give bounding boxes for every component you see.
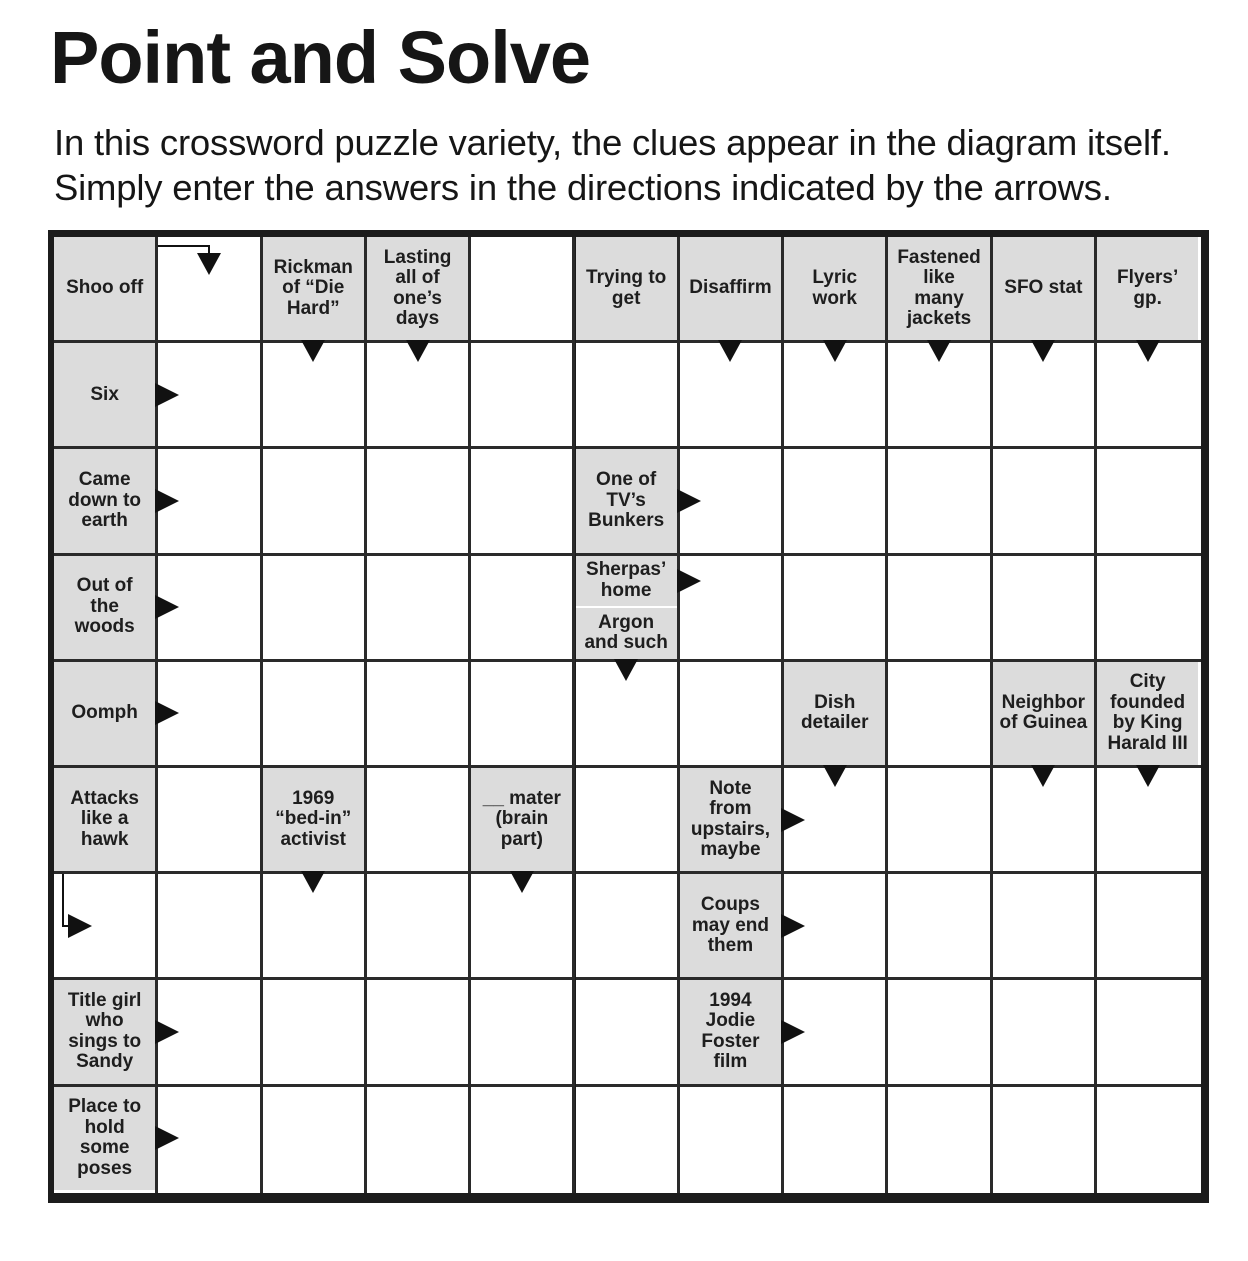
clue-down-arrow-icon xyxy=(614,659,638,681)
answer-cell[interactable] xyxy=(576,768,680,874)
clue-box: Trying to get xyxy=(576,237,677,340)
answer-cell[interactable] xyxy=(471,449,575,555)
clue-down-arrow-icon xyxy=(1136,765,1160,787)
answer-cell[interactable] xyxy=(1097,449,1201,555)
clue-down-arrow-icon xyxy=(718,340,742,362)
clue-right-arrow-icon xyxy=(781,808,805,832)
answer-cell[interactable] xyxy=(680,1087,784,1193)
clue-down-arrow-icon xyxy=(823,340,847,362)
answer-cell[interactable] xyxy=(158,874,262,980)
answer-cell[interactable] xyxy=(471,662,575,768)
clue-box: Out of the woods xyxy=(54,556,155,659)
clue-box: Lasting all of one’s days xyxy=(367,237,468,340)
instructions-line-2: Simply enter the answers in the directions indicated by the arrows. xyxy=(54,167,1112,208)
clue-box: Place to hold some poses xyxy=(54,1087,155,1190)
bent-down-arrow-icon xyxy=(197,253,221,275)
answer-cell[interactable] xyxy=(1097,1087,1201,1193)
answer-cell[interactable] xyxy=(680,662,784,768)
answer-cell[interactable] xyxy=(1097,556,1201,662)
clue-box: Fastened like many jackets xyxy=(888,237,989,340)
clue-box: Rickman of “Die Hard” xyxy=(263,237,364,340)
clue-box: SFO stat xyxy=(993,237,1094,340)
clue-box: Disaffirm xyxy=(680,237,781,340)
answer-cell[interactable] xyxy=(576,343,680,449)
answer-cell[interactable] xyxy=(367,449,471,555)
answer-cell[interactable] xyxy=(263,449,367,555)
clue-right-arrow-icon xyxy=(155,1126,179,1150)
answer-cell[interactable] xyxy=(993,556,1097,662)
clue-box: Attacks like a hawk xyxy=(54,768,155,871)
clue-right-arrow-icon xyxy=(781,914,805,938)
clue-box: Lyric work xyxy=(784,237,885,340)
clue-down-arrow-icon xyxy=(301,340,325,362)
answer-cell[interactable] xyxy=(367,662,471,768)
clue-box: Oomph xyxy=(54,662,155,765)
clue-down-arrow-icon xyxy=(406,340,430,362)
bent-right-arrow-icon xyxy=(68,914,92,938)
clue-down-arrow-icon xyxy=(823,765,847,787)
clue-box: Flyers’ gp. xyxy=(1097,237,1198,340)
answer-cell[interactable] xyxy=(471,343,575,449)
clue-box: Sherpas’ home xyxy=(576,556,677,607)
answer-cell[interactable] xyxy=(367,768,471,874)
clue-down-arrow-icon xyxy=(927,340,951,362)
clue-box: Argon and such xyxy=(576,608,677,659)
answer-cell[interactable] xyxy=(471,237,575,343)
answer-cell[interactable] xyxy=(263,662,367,768)
answer-cell[interactable] xyxy=(367,1087,471,1193)
clue-down-arrow-icon xyxy=(510,871,534,893)
answer-cell[interactable] xyxy=(263,556,367,662)
clue-box: Coups may end them xyxy=(680,874,781,977)
clue-right-arrow-icon xyxy=(155,489,179,513)
clue-box: Dish detailer xyxy=(784,662,885,765)
clue-box: 1994 Jodie Foster film xyxy=(680,980,781,1083)
answer-cell[interactable] xyxy=(471,1087,575,1193)
answer-cell[interactable] xyxy=(471,980,575,1086)
answer-cell[interactable] xyxy=(367,556,471,662)
answer-cell[interactable] xyxy=(576,980,680,1086)
clue-right-arrow-icon xyxy=(155,383,179,407)
clue-right-arrow-icon xyxy=(677,569,701,593)
clue-right-arrow-icon xyxy=(155,595,179,619)
answer-cell[interactable] xyxy=(993,980,1097,1086)
clue-right-arrow-icon xyxy=(781,1020,805,1044)
answer-cell[interactable] xyxy=(784,556,888,662)
answer-cell[interactable] xyxy=(888,662,992,768)
clue-right-arrow-icon xyxy=(155,1020,179,1044)
clue-box: Came down to earth xyxy=(54,449,155,552)
answer-cell[interactable] xyxy=(576,874,680,980)
answer-cell[interactable] xyxy=(888,768,992,874)
clue-box: Shoo off xyxy=(54,237,155,340)
answer-cell[interactable] xyxy=(888,980,992,1086)
answer-cell[interactable] xyxy=(888,1087,992,1193)
clue-box: Neighbor of Guinea xyxy=(993,662,1094,765)
clue-box: 1969 “bed-in” activist xyxy=(263,768,364,871)
clue-right-arrow-icon xyxy=(155,701,179,725)
answer-cell[interactable] xyxy=(888,874,992,980)
clue-down-arrow-icon xyxy=(1031,765,1055,787)
answer-cell[interactable] xyxy=(263,1087,367,1193)
answer-cell[interactable] xyxy=(784,449,888,555)
answer-cell[interactable] xyxy=(367,980,471,1086)
answer-cell[interactable] xyxy=(158,768,262,874)
clue-box: __ mater (brain part) xyxy=(471,768,572,871)
answer-cell[interactable] xyxy=(263,980,367,1086)
clue-box: One of TV’s Bunkers xyxy=(576,449,677,552)
clue-box: Title girl who sings to Sandy xyxy=(54,980,155,1083)
crossword-grid xyxy=(48,230,1209,1203)
answer-cell[interactable] xyxy=(993,449,1097,555)
answer-cell[interactable] xyxy=(367,874,471,980)
answer-cell[interactable] xyxy=(1097,980,1201,1086)
clue-down-arrow-icon xyxy=(1031,340,1055,362)
puzzle-title: Point and Solve xyxy=(50,16,591,99)
clue-right-arrow-icon xyxy=(677,489,701,513)
answer-cell[interactable] xyxy=(784,1087,888,1193)
answer-cell[interactable] xyxy=(888,556,992,662)
answer-cell[interactable] xyxy=(888,449,992,555)
answer-cell[interactable] xyxy=(471,556,575,662)
clue-down-arrow-icon xyxy=(1136,340,1160,362)
instructions xyxy=(54,120,1171,210)
instructions-line-1: In this crossword puzzle variety, the clues appear in the diagram itself. xyxy=(54,122,1171,163)
clue-box: City founded by King Harald III xyxy=(1097,662,1198,765)
answer-cell[interactable] xyxy=(1097,874,1201,980)
clue-box: Note from upstairs, maybe xyxy=(680,768,781,871)
answer-cell[interactable] xyxy=(576,1087,680,1193)
clue-box: Six xyxy=(54,343,155,446)
clue-down-arrow-icon xyxy=(301,871,325,893)
answer-cell[interactable] xyxy=(993,1087,1097,1193)
answer-cell[interactable] xyxy=(993,874,1097,980)
